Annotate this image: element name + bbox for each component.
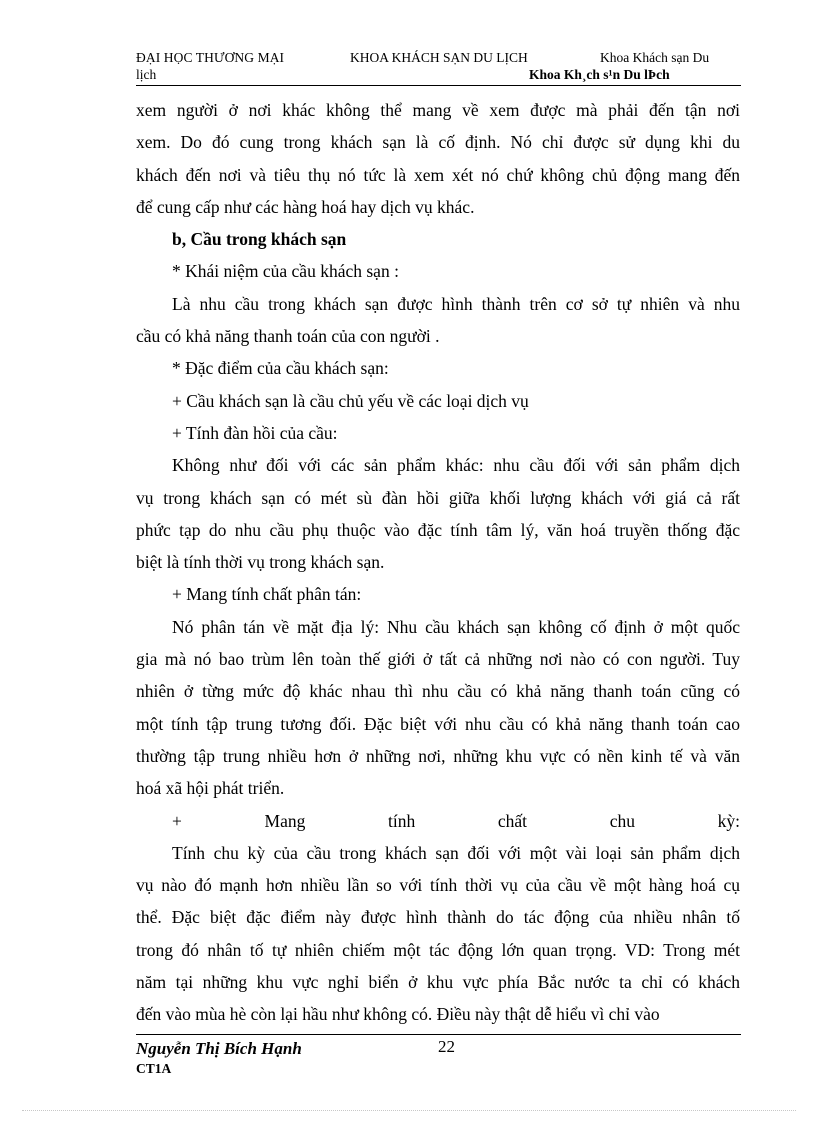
page-footer xyxy=(136,1034,741,1076)
body-line: một tính tập trung tương đối. Đặc biệt với nhu cầu có khả năng thanh toán cao xyxy=(136,713,740,734)
body-line: vụ nào đó mạnh hơn nhiều lần so với tính thời vụ của cầu về một hàng hoá cụ xyxy=(136,875,740,896)
page-edge-divider xyxy=(22,1110,796,1111)
body-line: thể. Đặc biệt đặc điểm này được hình thành do tác động của nhiều nhân tố xyxy=(136,907,740,928)
body-line: hoá xã hội phát triển. xyxy=(136,778,285,799)
body-line: đến vào mùa hè còn lại hầu như không có. Điều này thật dễ hiểu vì chỉ vào xyxy=(136,1004,660,1025)
body-line: Tính chu kỳ của cầu trong khách sạn đối với một vài loại sản phẩm dịch xyxy=(172,842,740,863)
section-heading: b, Cầu trong khách sạn xyxy=(172,229,347,250)
body-line: + Tính đàn hồi của cầu: xyxy=(172,422,338,443)
body-line: năm tại những khu vực nghỉ biển ở khu vực phía Bắc nước ta chỉ có khách xyxy=(136,972,740,993)
header-faculty-garbled: Khoa Kh¸ch s¹n Du lÞch xyxy=(529,67,670,82)
body-line: Không như đối với các sản phẩm khác: nhu cầu đối với sản phẩm dịch xyxy=(172,455,740,476)
header-continuation: lịch xyxy=(136,67,157,82)
footer-author: Nguyễn Thị Bích Hạnh xyxy=(136,1039,302,1058)
body-line: cầu có khả năng thanh toán của con người . xyxy=(136,326,440,347)
body-line: phức tạp do nhu cầu phụ thuộc vào đặc tính tâm lý, văn hoá truyền thống đặc xyxy=(136,519,740,540)
body-line: * Đặc điểm của cầu khách sạn: xyxy=(172,358,389,379)
header-faculty: KHOA KHÁCH SẠN DU LỊCH xyxy=(350,50,528,65)
body-line: + Cầu khách sạn là cầu chủ yếu về các loại dịch vụ xyxy=(172,390,529,411)
body-line: gia mà nó bao trùm lên toàn thế giới ở tất cả những nơi nào có con người. Tuy xyxy=(136,649,740,670)
body-line: vụ trong khách sạn có mét sù đàn hồi giữa khối lượng khách với giá cả rất xyxy=(136,487,740,508)
body-line: Nó phân tán về mặt địa lý: Nhu cầu khách sạn không cố định ở một quốc xyxy=(172,616,740,637)
body-line: để cung cấp như các hàng hoá hay dịch vụ khác. xyxy=(136,196,475,217)
body-line: * Khái niệm của cầu khách sạn : xyxy=(172,261,399,282)
body-line: xem. Do đó cung trong khách sạn là cố định. Nó chỉ được sử dụng khi du xyxy=(136,132,740,153)
body-line: khách đến nơi và tiêu thụ nó tức là xem xét nó chứ không chủ động mang đến xyxy=(136,164,740,185)
body-line: thường tập trung nhiều hơn ở những nơi, những khu vực có nền kinh tế và văn xyxy=(136,745,740,766)
page-header xyxy=(136,47,741,86)
footer-class: CT1A xyxy=(136,1061,172,1076)
body-line: + Mang tính chất phân tán: xyxy=(172,584,362,605)
body-line: trong đó nhân tố tự nhiên chiếm một tác động lớn quan trọng. VD: Trong mét xyxy=(136,939,740,960)
body-line: nhiên ở từng mức độ khác nhau thì nhu cầu có khả năng thanh toán cũng có xyxy=(136,681,740,702)
header-university: ĐẠI HỌC THƯƠNG MẠI xyxy=(136,50,285,65)
body-line: Là nhu cầu trong khách sạn được hình thành trên cơ sở tự nhiên và nhu xyxy=(172,293,740,314)
header-faculty-right: Khoa Khách sạn Du xyxy=(600,50,710,65)
body-line: + Mang tính chất chu kỳ: xyxy=(172,810,740,831)
body-line: biệt là tính thời vụ trong khách sạn. xyxy=(136,552,385,573)
body-text xyxy=(136,94,740,1031)
body-line: xem người ở nơi khác không thể mang về xem được mà phải đến tận nơi xyxy=(136,100,740,120)
page-number: 22 xyxy=(438,1037,455,1056)
